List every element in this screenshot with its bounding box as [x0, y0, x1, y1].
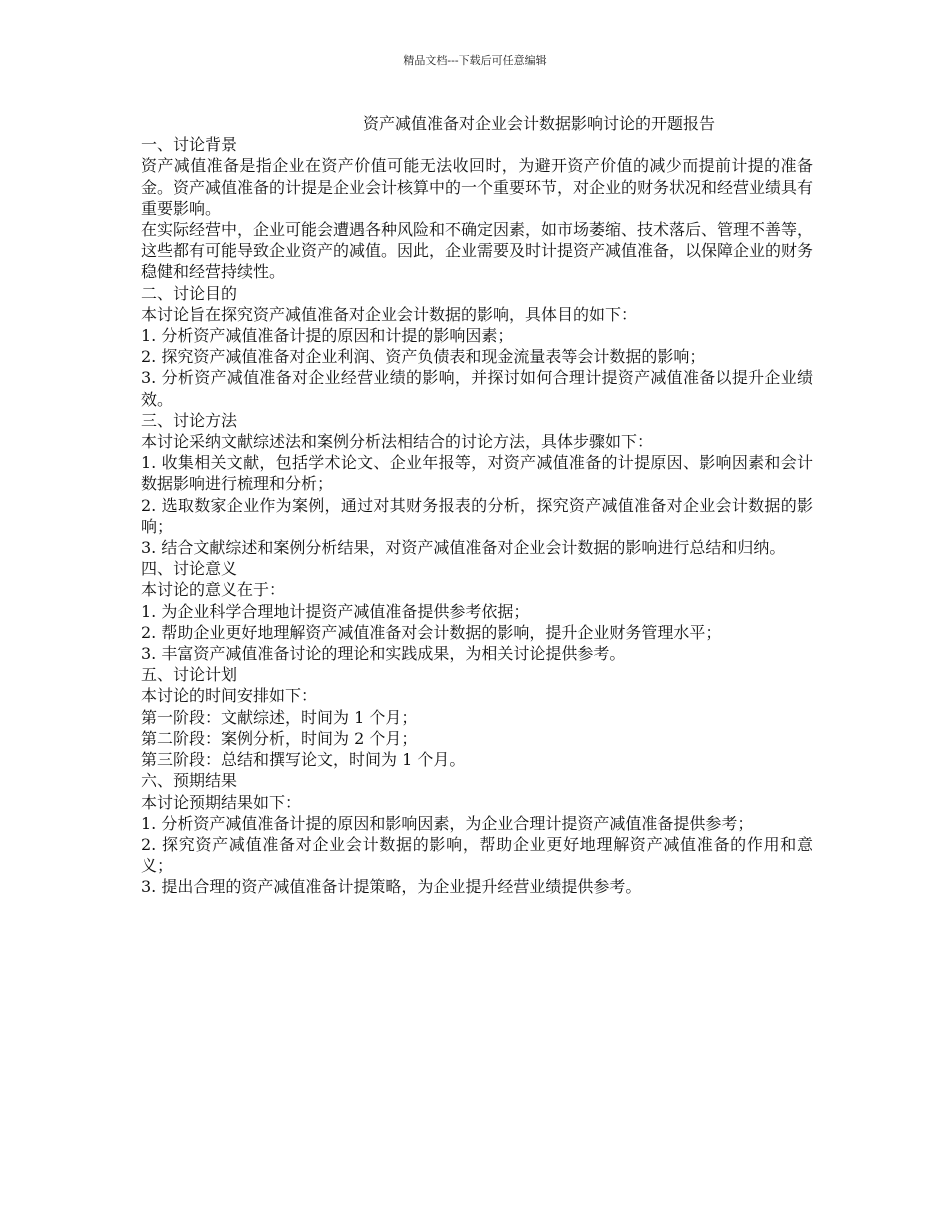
list-item: 2. 帮助企业更好地理解资产减值准备对会计数据的影响，提升企业财务管理水平；	[141, 622, 722, 642]
list-item: 3. 分析资产减值准备对企业经营业绩的影响，并探讨如何合理计提资产减值准备以提升企业绩效。	[141, 368, 813, 409]
paragraph: 资产减值准备是指企业在资产价值可能无法收回时，为避开资产价值的减少而提前计提的准备金。资产减值准备的计提是企业会计核算中的一个重要环节，对企业的财务状况和经营业绩具有重要影响。	[141, 156, 814, 218]
list-item: 3. 提出合理的资产减值准备计提策略，为企业提升经营业绩提供参考。	[141, 877, 642, 897]
list-item: 2. 探究资产减值准备对企业会计数据的影响，帮助企业更好地理解资产减值准备的作用和意义；	[141, 834, 813, 876]
list-item: 1. 收集相关文献，包括学术论文、企业年报等，对资产减值准备的计提原因、影响因素和会计数据影响进行梳理和分析；	[141, 453, 813, 494]
section-heading-significance: 四、讨论意义	[141, 559, 238, 579]
section-heading-purpose: 二、讨论目的	[141, 283, 238, 303]
list-item: 2. 探究资产减值准备对企业利润、资产负债表和现金流量表等会计数据的影响；	[141, 347, 706, 367]
list-item: 第二阶段：案例分析，时间为 2 个月；	[141, 728, 418, 748]
paragraph: 本讨论预期结果如下：	[141, 792, 302, 812]
paragraph: 本讨论的意义在于：	[141, 580, 286, 600]
section-heading-plan: 五、讨论计划	[141, 665, 238, 685]
list-item: 1. 分析资产减值准备计提的原因和计提的影响因素；	[141, 326, 514, 346]
list-item: 1. 分析资产减值准备计提的原因和影响因素，为企业合理计提资产减值准备提供参考；	[141, 813, 754, 833]
document-title: 资产减值准备对企业会计数据影响讨论的开题报告	[363, 114, 716, 133]
list-item: 2. 选取数家企业作为案例，通过对其财务报表的分析，探究资产减值准备对企业会计数据的影响；	[141, 495, 813, 536]
paragraph: 本讨论采纳文献综述法和案例分析法相结合的讨论方法，具体步骤如下：	[141, 432, 654, 452]
section-heading-background: 一、讨论背景	[141, 135, 238, 155]
paragraph: 本讨论旨在探究资产减值准备对企业会计数据的影响，具体目的如下：	[141, 304, 638, 324]
section-heading-expected-results: 六、预期结果	[141, 771, 238, 791]
list-item: 3. 结合文献综述和案例分析结果，对资产减值准备对企业会计数据的影响进行总结和归纳。	[141, 538, 786, 558]
paragraph: 在实际经营中，企业可能会遭遇各种风险和不确定因素，如市场萎缩、技术落后、管理不善等，这些都有可能导致企业资产的减值。因此，企业需要及时计提资产减值准备，以保障企业的财务稳健和经营持续性。	[141, 220, 814, 282]
list-item: 3. 丰富资产减值准备讨论的理论和实践成果，为相关讨论提供参考。	[141, 644, 626, 664]
list-item: 1. 为企业科学合理地计提资产减值准备提供参考依据；	[141, 601, 530, 621]
paragraph: 本讨论的时间安排如下：	[141, 686, 318, 706]
document-body	[141, 113, 813, 898]
list-item: 第三阶段：总结和撰写论文，时间为 1 个月。	[141, 750, 466, 770]
list-item: 第一阶段：文献综述，时间为 1 个月；	[141, 707, 418, 727]
section-heading-method: 三、讨论方法	[141, 410, 238, 430]
page-header-watermark: 精品文档---下载后可任意编辑	[403, 54, 547, 67]
